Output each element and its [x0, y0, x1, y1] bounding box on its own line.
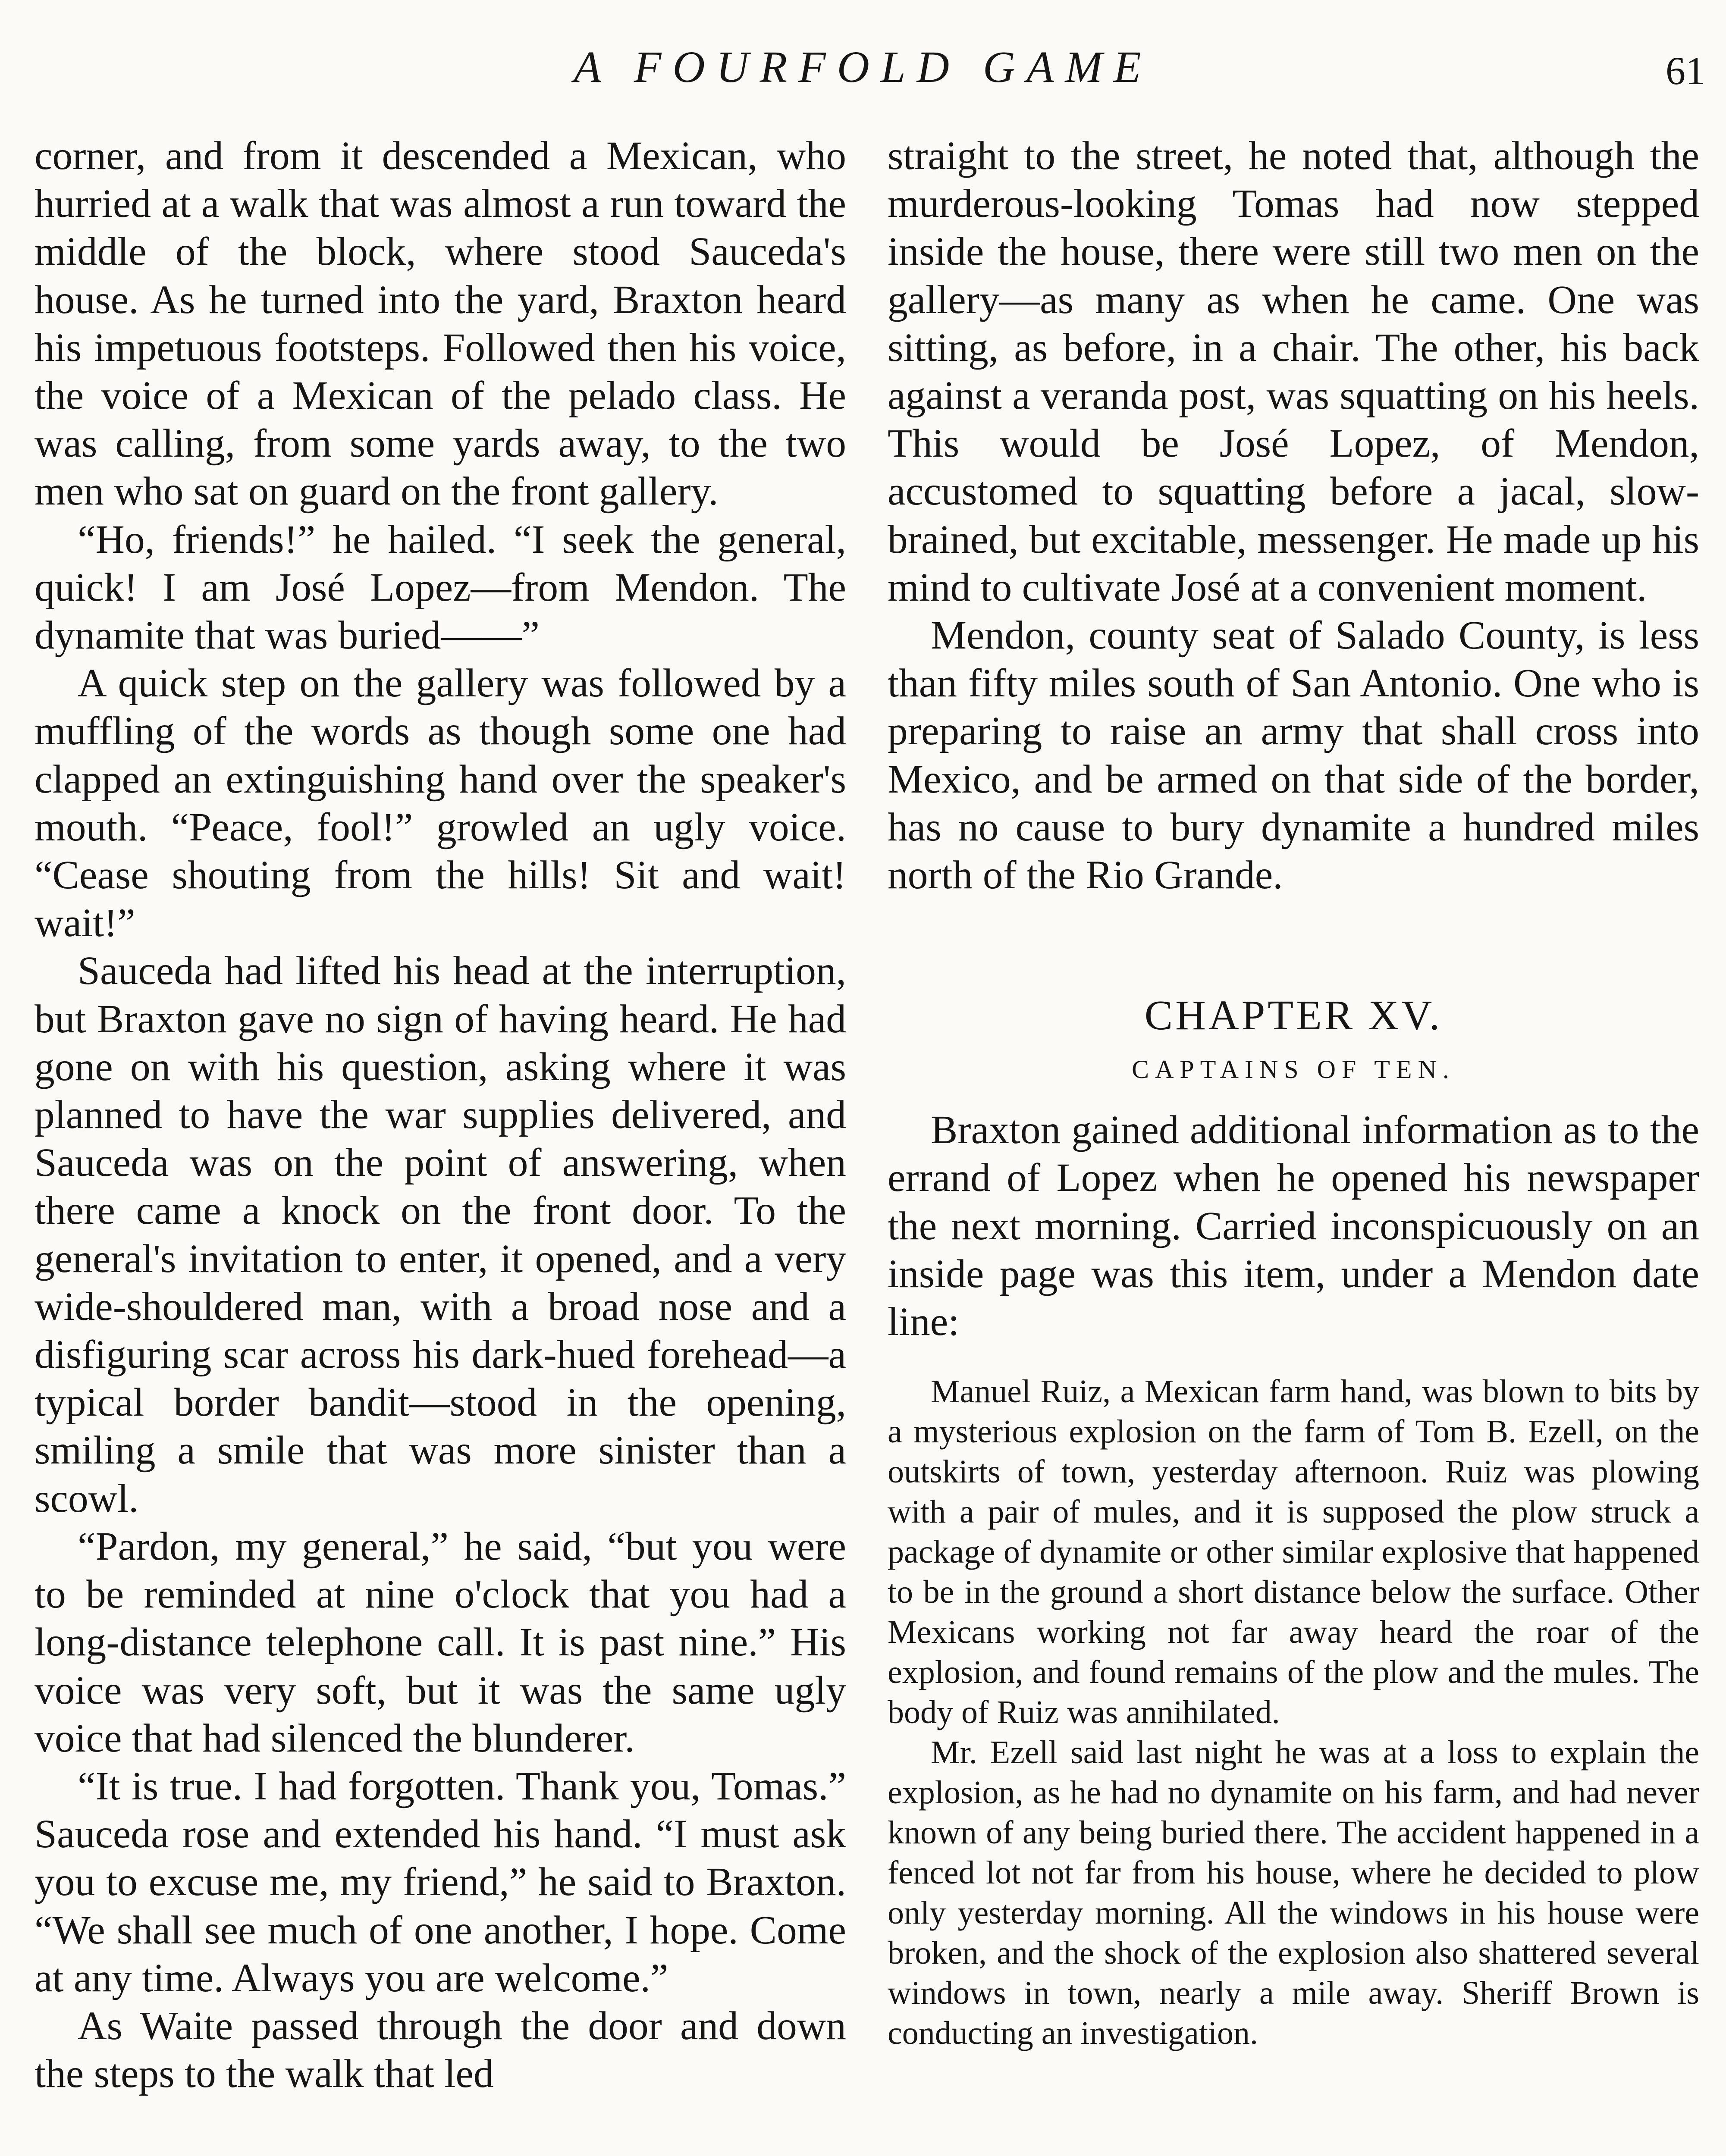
paragraph: Sauceda had lifted his head at the interruption, but Braxton gave no sign of having heard. He had gone on with his question, asking where it was planned to have the war supplies delivered, and Sauceda was on the point of answering, when there came a knock on the front door. To the general's invitation to enter, it opened, and a very wide-shouldered man, with a broad nose and a disfiguring scar across his dark-hued forehead—a typical border bandit—stood in the opening, smiling a smile that was more sinister than a scowl. — [35, 949, 846, 1521]
paragraph: straight to the street, he noted that, although the murderous-looking Tomas had now stepped inside the house, there were still two men on the gallery—as many as when he came. One was sitting, as before, in a chair. The other, his back against a veranda post, was squatting on his heels. This would be José Lopez, of Mendon, accustomed to squatting before a jacal, slow-brained, but excitable, messenger. He made up his mind to cultivate José at a convenient moment. — [888, 134, 1699, 610]
clipping-paragraph: Manuel Ruiz, a Mexican farm hand, was blown to bits by a mysterious explosion on the farm of Tom B. Ezell, on the outskirts of town, yesterday afternoon. Ruiz was plowing with a pair of mules, and it is supposed the plow struck a package of dynamite or other similar explosive that happened to be in the ground a short distance below the surface. Other Mexicans working not far away heard the roar of the explosion, and found remains of the plow and the mules. The body of Ruiz was annihilated. — [888, 1373, 1699, 1731]
left-column — [35, 132, 846, 2098]
paragraph: Braxton gained additional information as to the errand of Lopez when he opened his newspaper the next morning. Carried inconspicuously on an inside page was this item, under a Mendon date line: — [888, 1108, 1699, 1344]
paragraph: A quick step on the gallery was followed by a muffling of the words as though some one had clapped an extinguishing hand over the speaker's mouth. “Peace, fool!” growled an ugly voice. “Cease shouting from the hills! Sit and wait! wait!” — [35, 661, 846, 946]
right-column — [888, 132, 1699, 2053]
running-title: A FOURFOLD GAME — [574, 42, 1152, 92]
newspaper-clipping — [888, 1372, 1699, 2053]
chapter-title: CHAPTER XV. — [1144, 992, 1443, 1039]
paragraph: “It is true. I had forgotten. Thank you, Tomas.” Sauceda rose and extended his hand. “I must ask you to excuse me, my friend,” he said to Braxton. “We shall see much of one another, I hope. Come at any time. Always you are welcome.” — [35, 1764, 846, 2000]
paragraph: “Pardon, my general,” he said, “but you were to be reminded at nine o'clock that you had a long-distance telephone call. It is past nine.” His voice was very soft, but it was the same ugly voice that had silenced the blunderer. — [35, 1524, 846, 1761]
paragraph: “Ho, friends!” he hailed. “I seek the general, quick! I am José Lopez—from Mendon. The dynamite that was buried——” — [35, 517, 846, 658]
page-header — [0, 37, 1726, 106]
paragraph: corner, and from it descended a Mexican, who hurried at a walk that was almost a run toward the middle of the block, where stood Sauceda's house. As he turned into the yard, Braxton heard his impetuous footsteps. Followed then his voice, the voice of a Mexican of the pelado class. He was calling, from some yards away, to the two men who sat on guard on the front gallery. — [35, 134, 846, 514]
paragraph: As Waite passed through the door and down the steps to the walk that led — [35, 2003, 846, 2096]
page-number: 61 — [1666, 49, 1705, 93]
paragraph: Mendon, county seat of Salado County, is less than fifty miles south of San Antonio. One who is preparing to raise an army that shall cross into Mexico, and be armed on that side of the border, has no cause to bury dynamite a hundred miles north of the Rio Grande. — [888, 613, 1699, 898]
chapter-subtitle: CAPTAINS OF TEN. — [1132, 1055, 1455, 1084]
clipping-paragraph: Mr. Ezell said last night he was at a loss to explain the explosion, as he had no dynamite on his farm, and had never known of any being buried there. The accident happened in a fenced lot not far from his house, where he decided to plow only yesterday morning. All the windows in his house were broken, and the shock of the explosion also shattered several windows in town, nearly a mile away. Sheriff Brown is conducting an investigation. — [888, 1734, 1699, 2052]
